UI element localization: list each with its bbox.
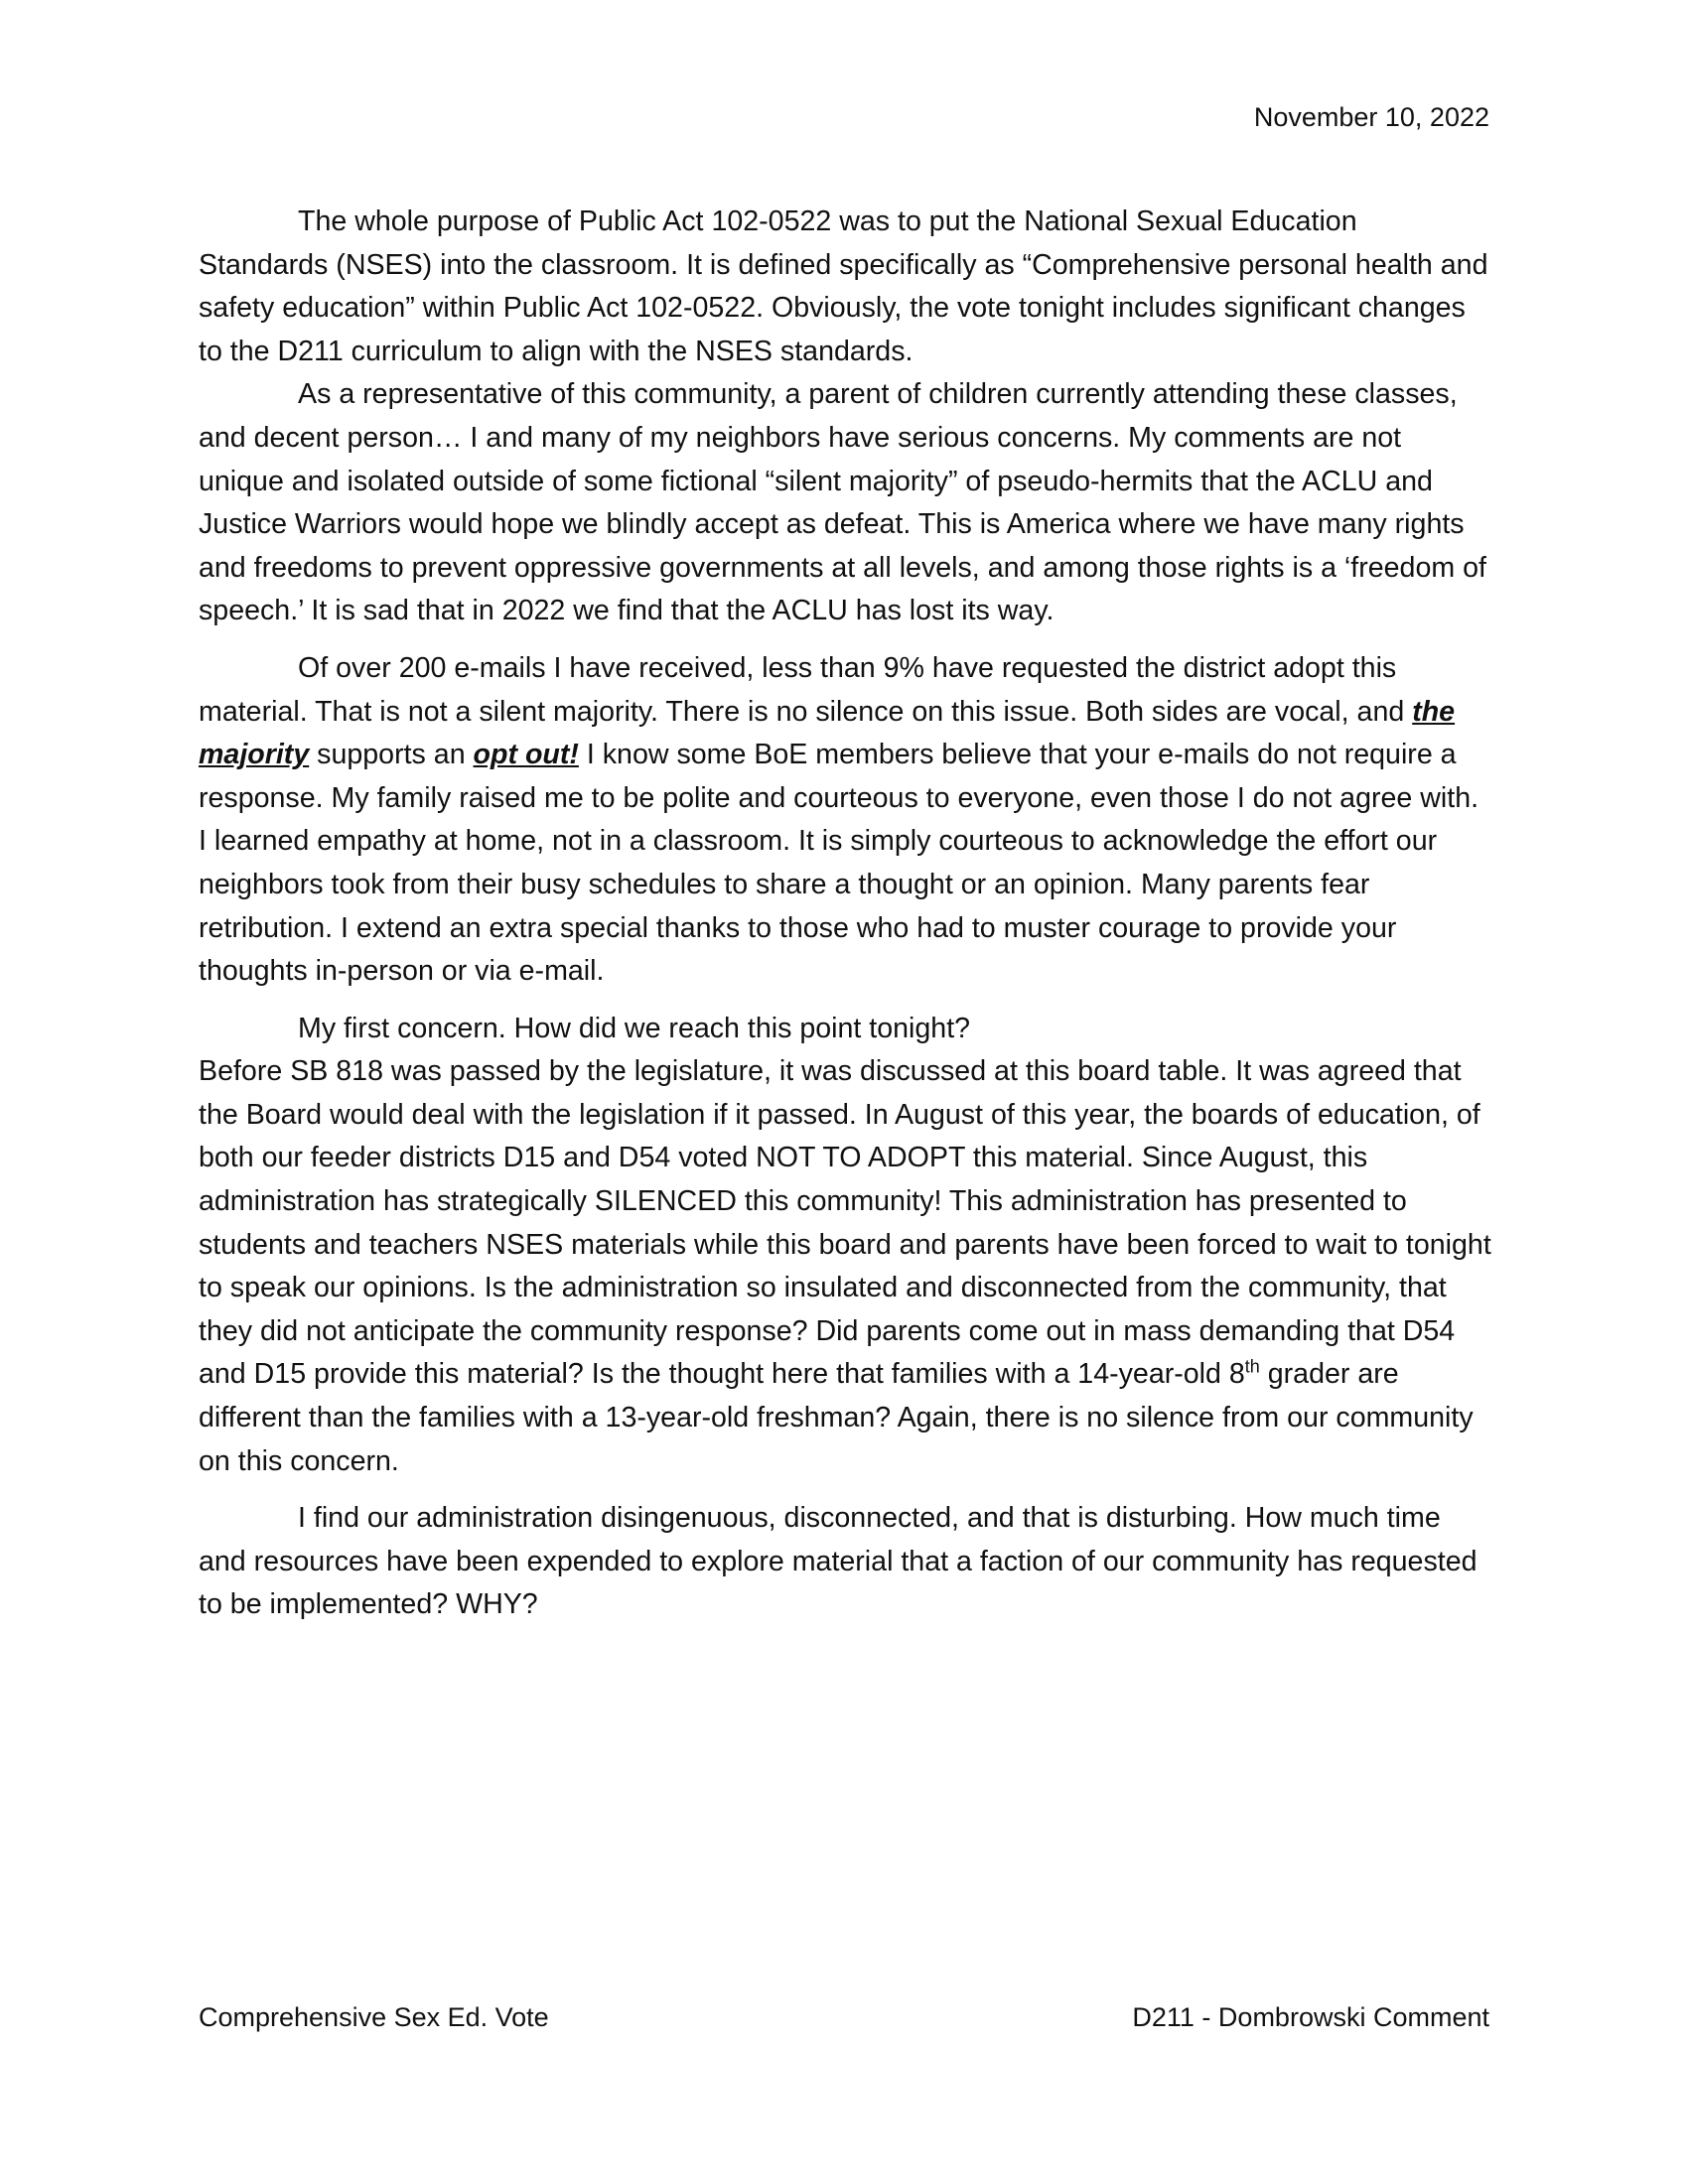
paragraph-3-text-b: supports an — [309, 739, 474, 771]
footer-right-text: D211 - Dombrowski Comment — [1132, 2002, 1489, 2032]
paragraph-6: I find our administration disingenuous, disconnected, and that is disturbing. How much time and resources have been expended to explore material that a faction of our community has requested to be implemented? WHY? — [199, 1502, 1477, 1621]
document-date: November 10, 2022 — [1253, 102, 1489, 132]
paragraph-5 — [199, 1050, 1491, 1483]
paragraph-5-text-b: grader are different than the families with a 13-year-old freshman? Again, there is no silence from our community on this concern. — [199, 1358, 1474, 1477]
emphasis-the-majority: the majority — [199, 695, 1456, 771]
emphasis-opt-out: opt out! — [473, 739, 579, 771]
document-body — [199, 201, 1491, 1627]
paragraph-4: My first concern. How did we reach this point tonight? — [298, 1012, 971, 1044]
ordinal-superscript: th — [1244, 1356, 1260, 1377]
paragraph-5-text-a: Before SB 818 was passed by the legislature, it was discussed at this board table. It was agreed that the Board would deal with the legislation if it passed. In August of this year, the boards of education, of both our feeder districts D15 and D54 voted NOT TO ADOPT this material. Since August, this administration has strategically SILENCED this community! This administration has presented to students and teachers NSES materials while this board and parents have been forced to wait to tonight to speak our opinions. Is the administration so insulated and disconnected from the community, that they did not anticipate the community response? Did parents come out in mass demanding that D54 and D15 provide this material? Is the thought here that families with a 14-year-old 8 — [199, 1055, 1491, 1391]
paragraph-3 — [199, 647, 1491, 994]
paragraph-3-text-a: Of over 200 e-mails I have received, less than 9% have requested the district adopt this material. That is not a silent majority. There is no silence on this issue. Both sides are vocal, and — [199, 651, 1413, 728]
paragraph-1: The whole purpose of Public Act 102-0522 was to put the National Sexual Education Standards (NSES) into the classroom. It is defined specifically as “Comprehensive personal health and safety education” within Public Act 102-0522. Obviously, the vote tonight includes significant changes to the D211 curriculum to align with the NSES standards. — [199, 205, 1488, 367]
paragraph-3-text-c: I know some BoE members believe that your e-mails do not require a response. My family raised me to be polite and courteous to everyone, even those I do not agree with. I learned empathy at home, not in a classroom. It is simply courteous to acknowledge the effort our neighbors took from their busy schedules to share a thought or an opinion. Many parents fear retribution. I extend an extra special thanks to those who had to muster courage to provide your thoughts in-person or via e-mail. — [199, 739, 1479, 988]
footer-left-text: Comprehensive Sex Ed. Vote — [199, 2002, 549, 2032]
paragraph-2: As a representative of this community, a parent of children currently attending these classes, and decent person… I and many of my neighbors have serious concerns. My comments are not unique and isolated outside of some fictional “silent majority” of pseudo-hermits that the ACLU and Justice Warriors would hope we blindly accept as defeat. This is America where we have many rights and freedoms to prevent oppressive governments at all levels, and among those rights is a ‘freedom of speech.’ It is sad that in 2022 we find that the ACLU has lost its way. — [199, 378, 1486, 627]
